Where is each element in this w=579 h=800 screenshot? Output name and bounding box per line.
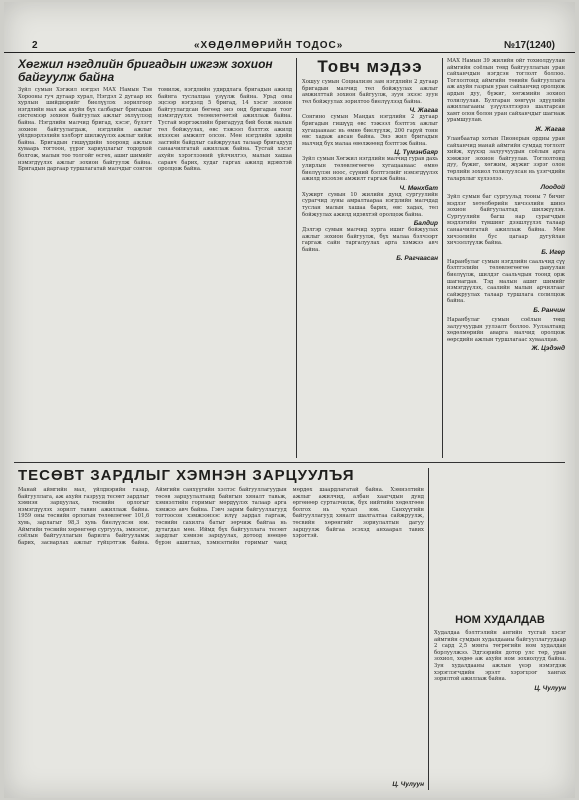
budget-byline: Ц. Чулуун [392, 781, 424, 788]
column-divider [428, 468, 429, 790]
school-byline: Б. Игер [541, 248, 565, 256]
youth-item [447, 317, 565, 352]
tovch-item-byline: Балдир [413, 220, 438, 228]
youth-byline: Ж. Цэдэнд [531, 345, 565, 353]
page-header [4, 40, 575, 53]
page-number: 2 [32, 40, 38, 51]
concert-item [447, 58, 565, 133]
brigade-article [18, 58, 292, 458]
tovch-item-text: Сонгино сумын Мандах нэгдлийн 2 дугаар бригадын гишүүд өвс тэжээл бэлтгэх ажлыг хугацаанаас нь өмнө биелүүлж, 200 гаруй тонн өвс хадаж авсан байна. Энэ жил бригадын малчид бүх малаа өвөлжөөнд бэлтгэж байна. [302, 114, 438, 147]
tovch-item-text: Хужирт сумын 10 жилийн дунд сургуулийн сурагчид зуны амралтаараа нэгдлийн малчдад туслан малын хашаа барих, өвс хадах, төл бойжуулах ажилд идэвхтэй оролцож байна. [302, 191, 438, 218]
tovch-item [302, 227, 438, 262]
tovch-item-text: Зүйл сумын Хөгжил нэгдлийн малчид гурав дахь улирлын төлөвлөгөөгөө хугацаанаас өмнө биелүүлэн ноос, сүүний бэлтгэлийг нэмэгдүүлэх ажилд ихээхэн амжилт гаргаж байна. [302, 156, 438, 183]
column-divider [442, 58, 443, 458]
tovch-headline: Товч мэдээ [317, 58, 423, 76]
pioneer-byline: Лоодой [540, 184, 565, 192]
tovch-item-text: Хошуу сумын Социализм зам нэгдлийн 2 дугаар бригадын малчид төл бойжуулах ажлыг амжилттай зохион байгуулж, зуун эхээс зуун төл бойжуулах зорилтоо биелүүлээд байна. [302, 79, 438, 105]
pioneer-item [447, 136, 565, 191]
concert-text: МАХ Намын 39 жилийн ойг тохиолдуулан аймгийн соёлын төвд байгууллагын уран сайханчдын нэгдсэн тоглолт боллоо. Тоглолтонд аймгийн төвийн байгууллага аж ахуйн газрын уран сайханчид оролцож ардын дуу, бүжиг, хөгжмийн зохиол толилуулав. Булгаран хөвгүүн эдүүлийн ажиллагааны үзүүлэлтээрээ шалгарсан хамт олон болон уран сайханчдыг шагнаж урамшуулав. [447, 58, 565, 124]
book-sale-byline: Ц. Чулуун [534, 684, 566, 692]
newspaper-page [4, 2, 575, 798]
milkmaid-text: Наранбулаг сумын нэгдлийн саальчид сүү бэлтгэлийн төлөвлөгөөгөө давуулан биелүүлж, шилдэг саальчдын тоонд орж шагнагдав. Тэд малын ашиг шимийг нэмэгдүүлэх, саалийн малын арчилгааг сайжруулах талаар туршлага солилцож байна. [447, 258, 565, 305]
brigade-body: Зүйл сумын Хэгжил нэгдэл МАХ Намын Тэв Хорооны гуч дугаар хурал, Нэгдэл 2 дугаар их хурлын шийдвэрийг биелүүлэх зорилгоор нэгдлийн мал аж ахуйн бүх салбарыг бригадын системээр зохион байгуулах ажлыг эхлүүлээд байна. Нэгдлийн малчид бригад, хэсэг, бүлэгт зохион байгуулагдаж, нэгдлийн ажлыг үйлдвэрлэлийн хэлбэрт шилжүүлэх ажлыг хийж байна. Бригадын гишүүдийн хооронд ажлын хуваарь тогтоон, үүрэг хариуцлагыг тодорхой болгож, малын тоо толгойг өсгөх, ашиг шимийг нэмэгдүүлэх ажлыг зохион байгуулж байна. Бригадын даргаар туршлагатай малчдыг сонгон томилж, нэгдлийн удирдлага бригадын ажилд байнга туслалцаа үзүүлж байна. Урьд оны эцсээр нэгдэлд 5 бригад, 14 хэсэг зохион байгуулагдсан бөгөөд энэ онд бригадын тоог нэмэгдүүлэх төлөвлөгөөтэй ажиллаж байна. Тусгай мэргэжлийн бригадууд бий болж малын төл бойжуулах, өвс тэжээл бэлтгэх ажилд ихээхэн амжилт олсон. Мөн нэгдлийн эдийн засгийн байдлыг сайжруулах талаар бригадууд санаачилгатай ажиллаж байна. Тусгай хэсэг ахуйн хэрэглээний үйлчилгээ, малын хашаа саравч барих, худаг гаргах ажилд идэвхтэй оролцож байна. [18, 87, 292, 173]
budget-body: Манай аймгийн мал, үйлдвэрийн газар, байгууллага, аж ахуйн газрууд тесөвт зардлыг хэмнэн зарцуулах, төсвийн орлогыг нэмэгдүүлэх зорилт тавин ажиллаж байна. 1959 оны төсвийн орлогын төлөвлөгөөг 101,6 хувь, зарлагыг 98,3 хувь биелүүлсэн юм. Аймгийн төсвийн хөрөнгөөр сургууль, эмнэлэг, соёлын байгууллагын барилга байгууламж барих, засварлах ажлыг гүйцэтгэж байна. Аймгийн санхүүгийн хэлтэс байгууллагуудын төсөв зарцуулалтанд байнгын хяналт тавьж, хэмнэлтийн горимыг мөрдүүлэх талаар арга хэмжээ авч байна. Гэвч зарим байгууллагууд тогтоосон хэмжээнээс илүү зардал гаргаж, төсвийн сахилга батыг зөрчиж байгаа нь дутагдал мөн. Иймд бүх байгууллага тесөвт зардлыг хэмнэн зарцуулах, дотоод нөөцөө бүрэн ашиглах, хэмнэлтийн горимыг чанд мөрдөх шаардлагатай байна. Хэмнэлтийн ажлыг ажилчид, албан хаагчдын дунд өргөнөөр сурталчилж, бүх нийтийн хөдөлгөөн болгох нь чухал юм. Санхүүгийн байгууллагууд хяналт шалгалтаа сайжруулж, төсвийн хөрөнгийг зориулалтын дагуу зарцуулж байгаа эсэхэд анхаарал тавих хэрэгтэй. [18, 487, 424, 546]
book-sale-body: Худалдаа бэлтгэлийн ангийн тусгай хэсэг аймгийн сумдын худалдааны байгууллагуудаар 2 сард 2,5 мянга төгрөгийн ном худалдан борлуулжээ. Эдгээрийн дотор улс төр, уран зохиол, хөдөө аж ахуйн ном зохиолууд байна. Зун худалдааны ажлын үеэр нэмэгдэж хэрэглэгчдийн эрэлт хэрэгцээг хангах зорилтой ажиллаж байна. [434, 630, 566, 683]
milkmaid-item [447, 259, 565, 314]
concert-byline: Ж. Жагаа [535, 125, 565, 133]
book-sale-headline: НОМ ХУДАЛДАВ [455, 614, 545, 626]
newspaper-title: «ХӨДӨЛМӨРИЙН ТОДОС» [194, 40, 344, 51]
tovch-item-byline: Ц. Түмэнбаяр [394, 149, 438, 157]
pioneer-text: Уланбаатар хотын Пионерын ордны уран сайханчид манай аймгийн сумдад тоглолт хийж, хүүхэд залуучуудын соёлын арга хэмжээг зохион байгуулав. Тоглолтонд дуу, бүжиг, хөгжим, жүжиг зэрэг олон төрлийн зохиол толилуулсан нь үзэгчдийн талархлыг хүлээлээ. [447, 135, 565, 182]
tovch-item [302, 156, 438, 191]
budget-article [18, 468, 424, 790]
tovch-item [302, 79, 438, 114]
tovch-item-byline: Б. Рагчаасан [396, 255, 438, 263]
school-text: Зүйл сумын баг сургуульд тооны 7 бичиг мэдлэг хөтөлбөрийн хичээлийн шинэ зохион байгуулалтад шилжүүлэв. Сургуулийн багш нар сурагчдын мэдлэгийн түвшинг дээшлүүлэх талаар санаачилгатай ажиллаж байна. Мөн хичээлийн бус цагаар дугуйлан хичээллүүлж байна. [447, 194, 565, 247]
issue-number: №17(1240) [503, 40, 555, 51]
tovch-item-text: Дэлгэр сумын малчид хурга ишиг бойжуулах ажлыг зохион байгуулж, бүх малаа бэлчээрт гаргаж сайн таргалуулах арга хэмжээ авч байна. [302, 227, 438, 253]
tovch-item-byline: Ч. Жагаа [409, 107, 438, 115]
school-item [447, 194, 565, 256]
book-sale-article [434, 614, 566, 790]
tovch-item-byline: Ч. Мөнхбат [399, 184, 438, 192]
column-divider [296, 58, 297, 458]
right-column [447, 58, 565, 458]
tovch-item [302, 192, 438, 227]
milkmaid-byline: Б. Ранчин [533, 307, 565, 314]
tovch-medee-box [302, 58, 438, 458]
section-divider [14, 462, 565, 463]
budget-headline: ТЕСӨВТ ЗАРДЛЫГ ХЭМНЭН ЗАРЦУУЛЪЯ [18, 468, 355, 484]
tovch-item [302, 114, 438, 156]
brigade-headline: Хөгжил нэгдлийн бригадын ижгэж зохион байгуулж байна [18, 58, 273, 84]
youth-text: Наранбулаг сумын соёлын төвд залуучуудын уулзалт боллоо. Уулзалтанд хөдөлмөрийн аварга малчид оролцож өөрсдийн ажлын туршлагаас хуваалцав. [447, 317, 565, 343]
